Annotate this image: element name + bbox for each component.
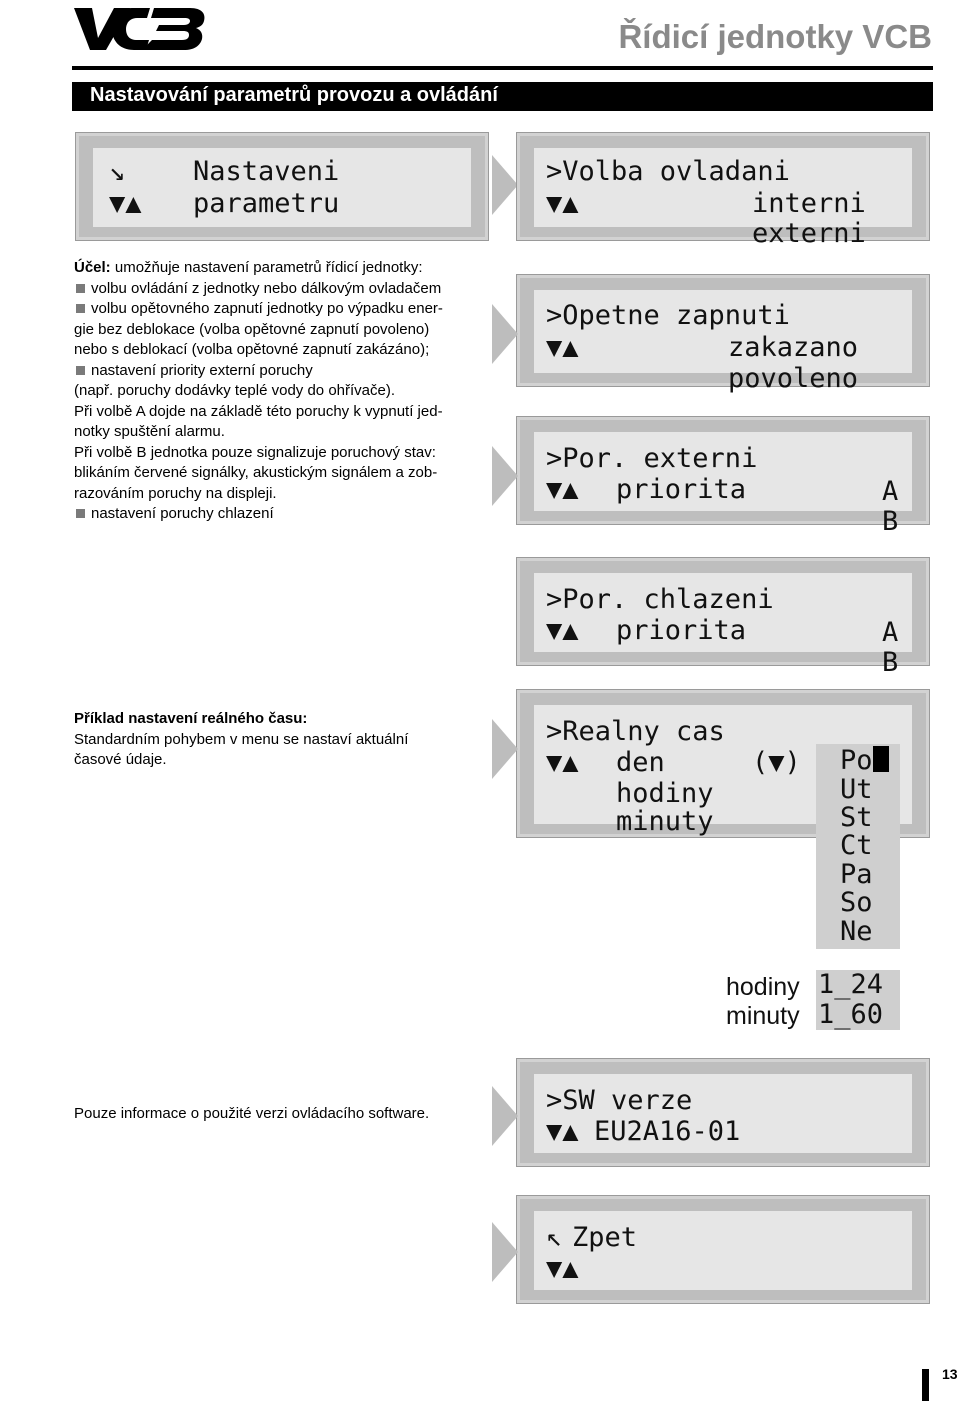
lcd-line: priorita bbox=[616, 615, 747, 646]
page-number: 13 bbox=[942, 1366, 958, 1382]
lcd-item-minuty: minuty bbox=[616, 806, 714, 837]
lcd-line: parametru bbox=[193, 188, 340, 219]
flow-arrow-icon bbox=[492, 719, 518, 779]
bullet-icon bbox=[76, 509, 85, 518]
example-paragraph bbox=[74, 709, 494, 771]
up-down-arrows-icon: ▼▲ bbox=[546, 615, 579, 646]
up-down-arrows-icon: ▼▲ bbox=[546, 1116, 579, 1147]
flow-arrow-icon bbox=[492, 446, 518, 506]
lcd-porucha-externi bbox=[517, 417, 929, 537]
day-item: St bbox=[840, 802, 873, 833]
lcd-line: Zpet bbox=[572, 1222, 638, 1253]
lcd-volba-ovladani bbox=[517, 133, 929, 249]
range-hodiny-value: 1_24 bbox=[818, 969, 884, 1000]
flow-arrow-icon bbox=[492, 1086, 518, 1146]
lcd-option: externi bbox=[752, 218, 866, 249]
range-minuty-value: 1_60 bbox=[818, 999, 884, 1030]
example-title: Příklad nastavení reálného času: bbox=[74, 710, 308, 727]
document-title: Řídicí jednotky VCB bbox=[618, 18, 932, 55]
cursor-block bbox=[873, 746, 889, 772]
up-down-arrows-icon: ▼▲ bbox=[546, 474, 579, 505]
lcd-item-den: den bbox=[616, 747, 665, 778]
lcd-line: >Por. externi bbox=[546, 443, 758, 474]
day-item: Po bbox=[840, 745, 873, 776]
text-line: notky spuštění alarmu. bbox=[74, 423, 225, 440]
lcd-line: >Por. chlazeni bbox=[546, 584, 774, 615]
lcd-den-hint: (▼) bbox=[752, 747, 801, 778]
lcd-option: povoleno bbox=[728, 363, 859, 394]
text-line: razováním poruchy na displeji. bbox=[74, 484, 277, 502]
text-line: časové údaje. bbox=[74, 751, 167, 768]
purpose-text: umožňuje nastavení parametrů řídicí jednotky: bbox=[110, 259, 423, 276]
flow-arrow-icon bbox=[492, 304, 518, 364]
up-down-arrows-icon: ▼▲ bbox=[546, 188, 579, 219]
lcd-item-hodiny: hodiny bbox=[616, 778, 714, 809]
enter-arrow-icon: ↘ bbox=[109, 156, 126, 187]
lcd-option-b: B bbox=[882, 647, 899, 678]
flow-arrow-icon bbox=[492, 155, 518, 215]
up-down-arrows-icon: ▼▲ bbox=[546, 747, 579, 778]
text-line: gie bez deblokace (volba opětovné zapnutí povoleno) bbox=[74, 320, 430, 338]
text-line: nebo s deblokací (volba opětovné zapnutí zakázáno); bbox=[74, 341, 430, 358]
text-line: (např. poruchy dodávky teplé vody do ohřívače). bbox=[74, 382, 396, 399]
day-item: So bbox=[840, 887, 873, 918]
lcd-option: zakazano bbox=[728, 332, 859, 363]
lcd-opetne-zapnuti bbox=[517, 275, 929, 394]
day-list bbox=[816, 744, 900, 949]
bullet-item: volbu opětovného zapnutí jednotky po výpadku ener- bbox=[91, 300, 443, 317]
text-line: Standardním pohybem v menu se nastaví aktuální bbox=[74, 730, 409, 748]
text-line: Při volbě A dojde na základě této poruchy k vypnutí jed- bbox=[74, 402, 443, 420]
lcd-line: Nastaveni bbox=[193, 156, 340, 187]
bullet-icon bbox=[76, 284, 85, 293]
up-down-arrows-icon: ▼▲ bbox=[109, 188, 142, 219]
day-item: Ct bbox=[840, 830, 873, 861]
up-down-arrows-icon: ▼▲ bbox=[546, 332, 579, 363]
sw-version: EU2A16-01 bbox=[594, 1116, 741, 1147]
lcd-line: >Volba ovladani bbox=[546, 156, 790, 187]
page-number-bar bbox=[922, 1369, 929, 1401]
section-bar bbox=[72, 82, 933, 111]
back-arrow-icon: ↖ bbox=[546, 1222, 563, 1253]
lcd-line: >SW verze bbox=[546, 1085, 693, 1116]
lcd-option-a: A bbox=[882, 617, 899, 648]
bullet-item: nastavení poruchy chlazení bbox=[91, 505, 274, 522]
lcd-line: >Opetne zapnuti bbox=[546, 300, 790, 331]
lcd-zpet bbox=[517, 1196, 929, 1303]
header-rule bbox=[72, 66, 933, 70]
text-line: blikáním červené signálky, akustickým signálem a zob- bbox=[74, 464, 438, 481]
day-item: Ut bbox=[840, 774, 873, 805]
vcb-logo bbox=[72, 4, 212, 54]
text-line: Při volbě B jednotka pouze signalizuje poruchový stav: bbox=[74, 443, 436, 461]
bullet-icon bbox=[76, 304, 85, 313]
bullet-item: nastavení priority externí poruchy bbox=[91, 361, 313, 379]
lcd-option-b: B bbox=[882, 506, 899, 537]
bullet-item: volbu ovládání z jednotky nebo dálkovým ovladačem bbox=[91, 279, 442, 297]
lcd-sw-verze bbox=[517, 1059, 929, 1166]
range-minuty-label: minuty bbox=[726, 1002, 800, 1030]
up-down-arrows-icon: ▼▲ bbox=[546, 1253, 579, 1284]
lcd-nastaveni-parametru bbox=[76, 133, 488, 240]
lcd-line: priorita bbox=[616, 474, 747, 505]
purpose-paragraph bbox=[74, 258, 494, 525]
day-item: Pa bbox=[840, 859, 873, 890]
bullet-icon bbox=[76, 366, 85, 375]
day-item: Ne bbox=[840, 916, 873, 947]
sw-info-text: Pouze informace o použité verzi ovládacího software. bbox=[74, 1105, 430, 1122]
lcd-option: interni bbox=[752, 188, 866, 219]
range-hodiny-label: hodiny bbox=[726, 973, 800, 1001]
lcd-option-a: A bbox=[882, 476, 899, 507]
lcd-line: >Realny cas bbox=[546, 716, 725, 747]
lcd-porucha-chlazeni bbox=[517, 558, 929, 678]
flow-arrow-icon bbox=[492, 1222, 518, 1282]
section-title: Nastavování parametrů provozu a ovládání bbox=[90, 84, 498, 106]
purpose-label: Účel: bbox=[74, 259, 111, 276]
